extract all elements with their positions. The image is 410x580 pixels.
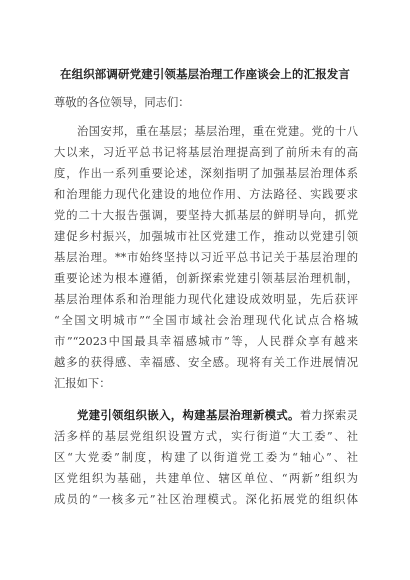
section-heading: 党建引领组织嵌入，构建基层治理新模式。 <box>77 408 300 422</box>
greeting-line: 尊敬的各位领导，同志们： <box>54 96 190 109</box>
paragraph-line: 基层治理。**市始终坚持以习近平总书记关于基层治理的 <box>54 251 358 264</box>
document-title: 在组织部调研党建引领基层治理工作座谈会上的汇报发言 <box>60 67 350 81</box>
paragraph-line: 区“大党委”制度，构建了以街道党工委为“轴心”、社 <box>54 451 358 464</box>
paragraph-line: 重要论述为根本遵循，创新探索党建引领基层治理机制， <box>54 272 358 285</box>
paragraph-line: 汇报如下： <box>54 377 111 390</box>
paragraph-line: 和治理能力现代化建设的地位作用、方法路径、实践要求 <box>54 188 358 201</box>
paragraph-line: 治国安邦，重在基层；基层治理，重在党建。党的十八 <box>77 125 358 138</box>
paragraph-line: 党的二十大报告强调，要坚持大抓基层的鲜明导向，抓党 <box>54 209 358 222</box>
paragraph-line: 成员的“一核多元”社区治理模式。深化拓展党的组织体 <box>54 493 358 506</box>
paragraph-heading-line <box>77 408 358 423</box>
paragraph-line: 活多样的基层党组织设置方式，实行街道“大工委”、社 <box>54 430 358 443</box>
paragraph-line-rest: 着力探索灵 <box>299 409 358 422</box>
paragraph-line: 越多的获得感、幸福感、安全感。现将有关工作进展情况 <box>54 356 358 369</box>
paragraph-line: 区党组织为基础，共建单位、辖区单位、“两新”组织为 <box>54 472 358 485</box>
paragraph-line: 度，作出一系列重要论述，深刻指明了加强基层治理体系 <box>54 167 358 180</box>
paragraph-line: 大以来，习近平总书记将基层治理提高到了前所未有的高 <box>54 146 358 159</box>
paragraph-line: 市”“2023中国最具幸福感城市”等，人民群众享有越来 <box>54 335 358 348</box>
paragraph-line: 基层治理体系和治理能力现代化建设成效明显，先后获评 <box>54 293 358 306</box>
paragraph-line: “全国文明城市”“全国市域社会治理现代化试点合格城 <box>54 314 358 327</box>
paragraph-line: 建促乡村振兴，加强城市社区党建工作，推动以党建引领 <box>54 230 358 243</box>
